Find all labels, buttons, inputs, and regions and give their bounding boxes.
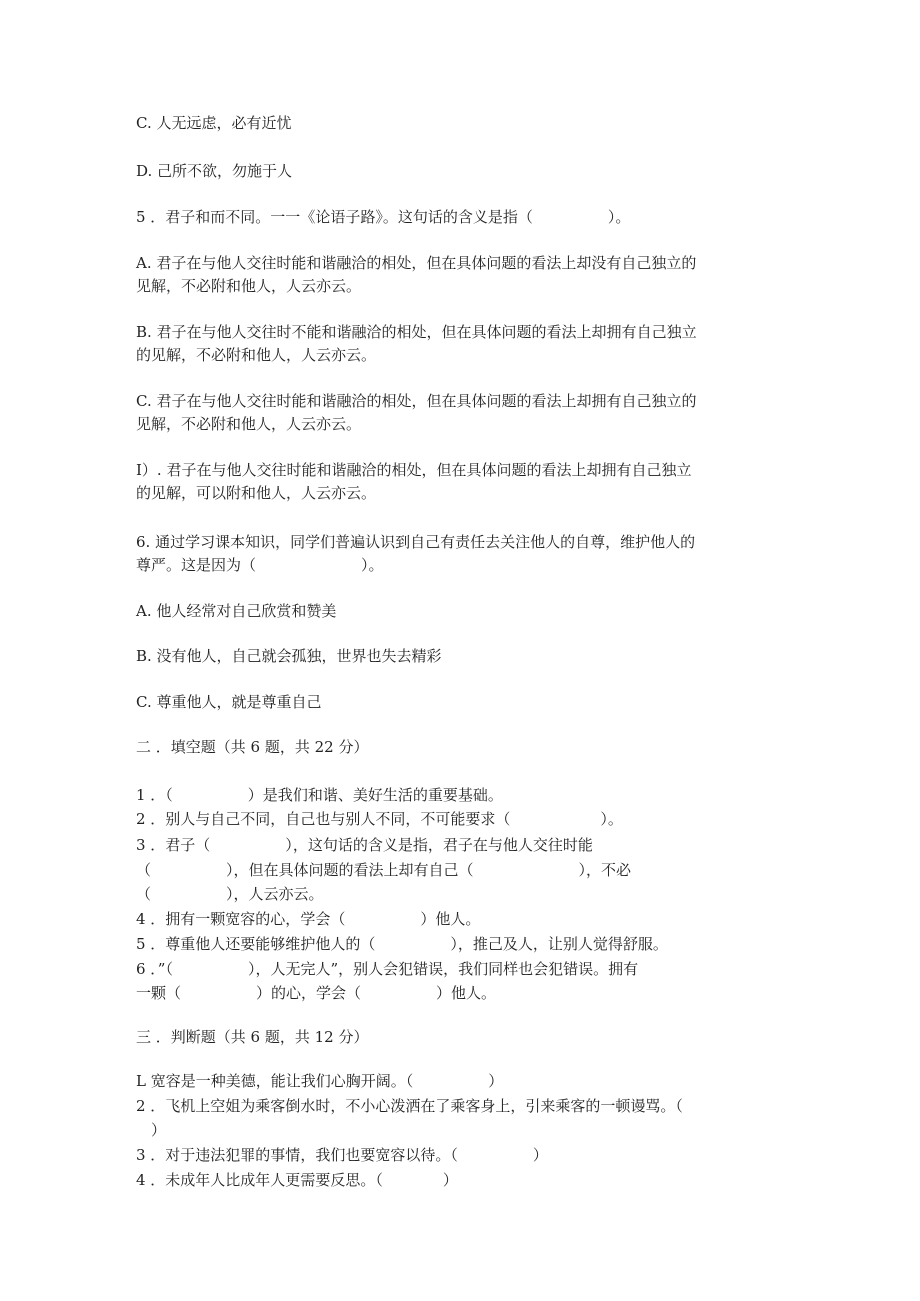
judge-q3: 3 ．对于违法犯罪的事情，我们也要宽容以待。（ ） [136, 1146, 548, 1164]
fill-q5: 5 ．尊重他人还要能够维护他人的（ ），推己及人，让别人觉得舒服。 [136, 935, 668, 953]
q6-stem-line1: 6. 通过学习课本知识，同学们普遍认识到自己有责任去关注他人的自尊，维护他人的 [136, 533, 696, 551]
q6-stem-line2: 尊严。这是因为（ ）。 [136, 556, 384, 574]
q5-option-b-line1: B. 君子在与他人交往时不能和谐融洽的相处，但在具体问题的看法上却拥有自己独立 [136, 323, 697, 341]
fill-q6-line2: 一颗（ ）的心，学会（ ）他人。 [136, 984, 497, 1002]
q4-option-c: C. 人无远虑，必有近忧 [136, 114, 292, 132]
q5-option-c-line2: 见解，不必附和他人，人云亦云。 [136, 415, 362, 433]
q5-option-d-line1: I）. 君子在与他人交往时能和谐融洽的相处，但在具体问题的看法上却拥有自己独立 [136, 461, 692, 479]
q5-option-a-line2: 见解，不必附和他人，人云亦云。 [136, 277, 362, 295]
q4-option-d: D. 己所不欲，勿施于人 [136, 162, 293, 180]
judge-q1: L 宽容是一种美德，能让我们心胸开阔。（ ） [136, 1072, 504, 1090]
fill-q3-line3: （ ），人云亦云。 [136, 885, 324, 903]
q6-option-b: B. 没有他人，自己就会孤独，世界也失去精彩 [136, 647, 442, 665]
fill-q6-line1: 6 ．”（ ），人无完人”，别人会犯错误，我们同样也会犯错误。拥有 [136, 960, 639, 978]
fill-q3-line2: （ ），但在具体问题的看法上却有自己（ ），不必 [136, 861, 632, 879]
q5-option-d-line2: 的见解，可以附和他人，人云亦云。 [136, 484, 377, 502]
q5-option-b-line2: 的见解，不必附和他人，人云亦云。 [136, 346, 377, 364]
fill-q3-line1: 3 ．君子（ ），这句话的含义是指，君子在与他人交往时能 [136, 836, 593, 854]
section2-heading: 二 ．填空题（共 6 题，共 22 分） [136, 738, 369, 756]
q6-option-c: C. 尊重他人，就是尊重自己 [136, 693, 322, 711]
q5-stem: 5 ．君子和而不同。一一《论语子路》。这句话的含义是指（ ）。 [136, 208, 631, 226]
judge-q2-line1: 2 ．飞机上空姐为乘客倒水时，不小心泼洒在了乘客身上，引来乘客的一顿谩骂。（ [136, 1097, 683, 1115]
fill-q2: 2 ．别人与自己不同，自己也与别人不同，不可能要求（ ）。 [136, 810, 623, 828]
fill-q4: 4 ．拥有一颗宽容的心，学会（ ）他人。 [136, 910, 481, 928]
section3-heading: 三 ．判断题（共 6 题，共 12 分） [136, 1028, 369, 1046]
q6-option-a: A. 他人经常对自己欣赏和赞美 [136, 602, 337, 620]
q5-option-a-line1: A. 君子在与他人交往时能和谐融洽的相处，但在具体问题的看法上却没有自己独立的 [136, 254, 697, 272]
judge-q2-line2: ） [136, 1121, 167, 1139]
judge-q4: 4 ．未成年人比成年人更需要反思。（ ） [136, 1171, 458, 1189]
fill-q1: 1 ．（ ）是我们和谐、美好生活的重要基础。 [136, 786, 503, 804]
q5-option-c-line1: C. 君子在与他人交往时能和谐融洽的相处，但在具体问题的看法上却拥有自己独立的 [136, 392, 697, 410]
